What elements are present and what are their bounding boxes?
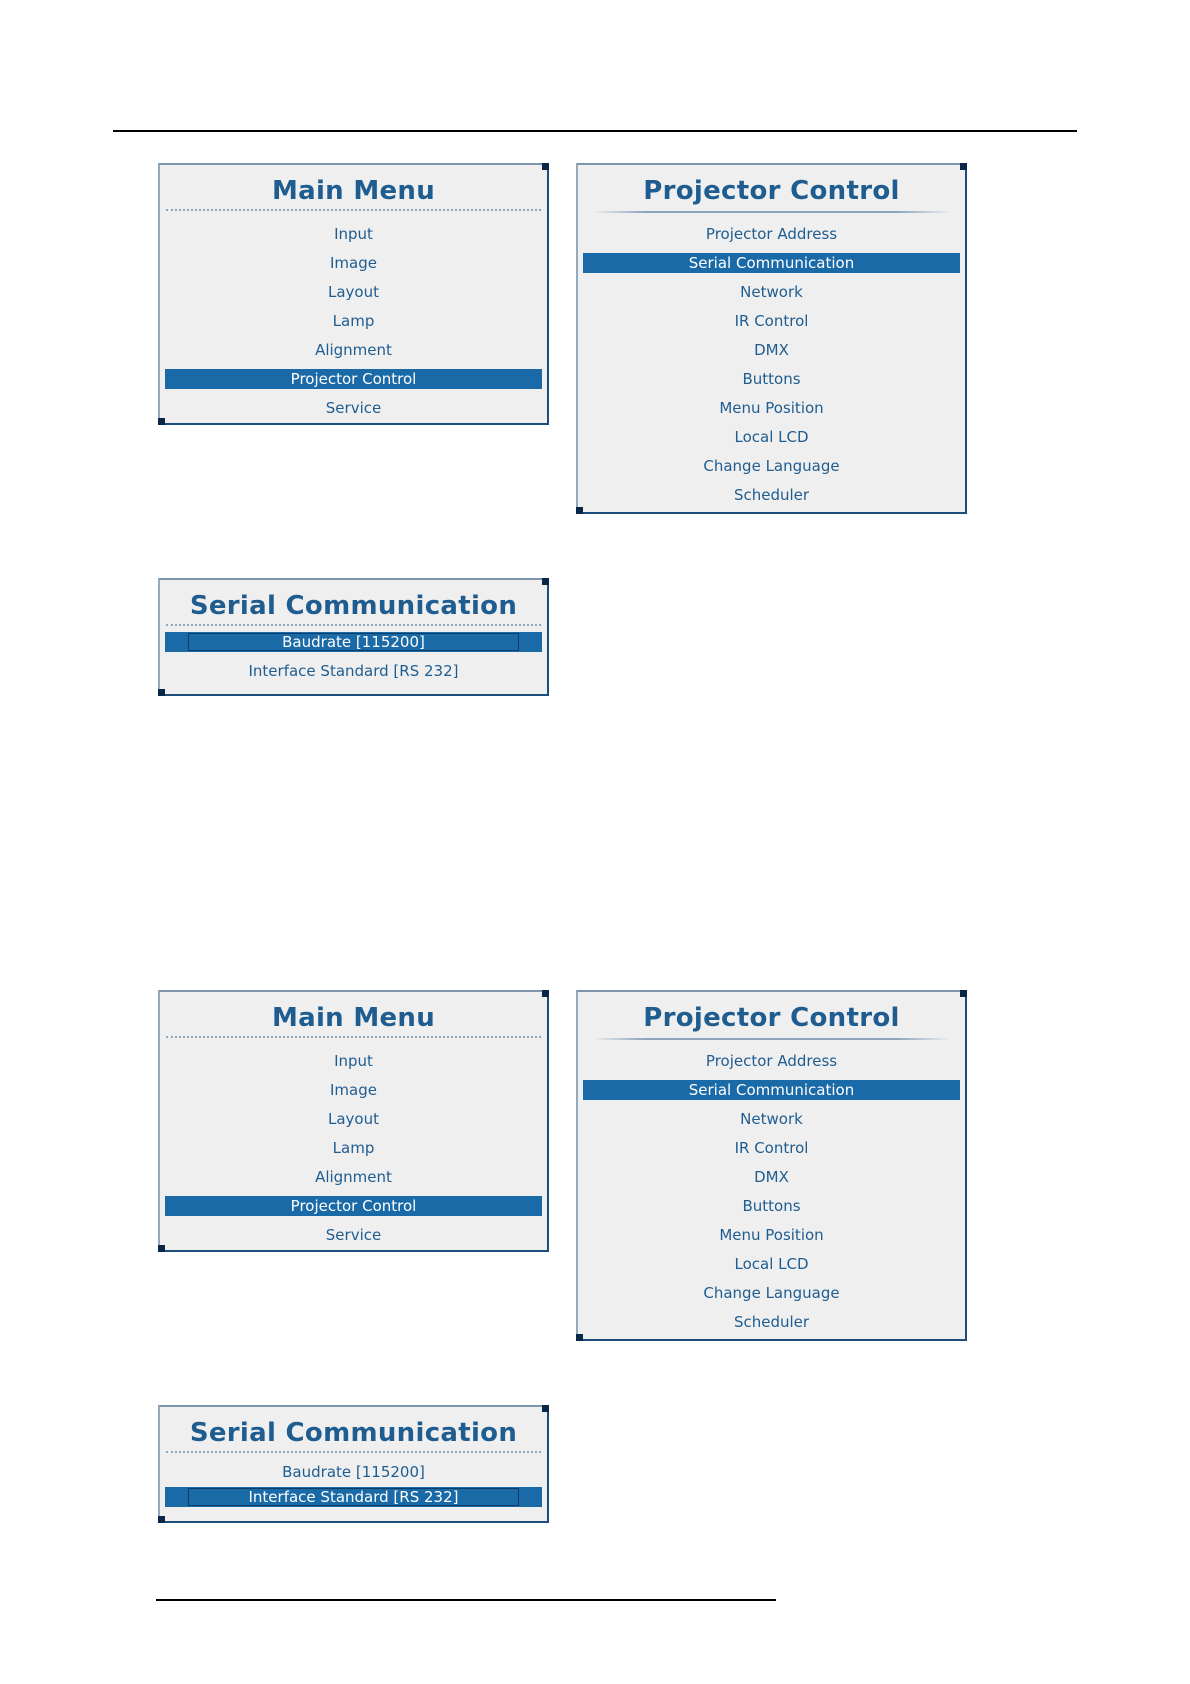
panel-title: Projector Control [643,1003,900,1033]
header-rule [113,130,1077,132]
serial-communication-panel-2 [158,1405,549,1523]
menu-item-serial-communication[interactable]: Serial Communication [583,253,960,273]
menu-item-dmx[interactable]: DMX [754,1168,789,1186]
menu-item-local-lcd[interactable]: Local LCD [734,1255,809,1273]
panel-title: Main Menu [271,176,436,206]
menu-list [578,220,965,510]
menu-item-image[interactable]: Image [330,254,377,272]
title-separator [166,1036,541,1038]
menu-item-service[interactable]: Service [325,399,382,417]
menu-item-dmx[interactable]: DMX [754,341,789,359]
title-separator [592,211,951,213]
serial-communication-panel [158,578,549,696]
menu-list [160,220,547,423]
projector-control-panel-2 [576,990,967,1341]
menu-item-network[interactable]: Network [740,283,803,301]
menu-item-scheduler[interactable]: Scheduler [733,486,810,504]
title-separator [166,1451,541,1453]
menu-item-projector-address[interactable]: Projector Address [705,1052,838,1070]
panel-title: Main Menu [271,1003,436,1033]
menu-item-ir-control[interactable]: IR Control [734,1139,809,1157]
menu-item-network[interactable]: Network [740,1110,803,1128]
main-menu-panel-2 [158,990,549,1252]
menu-item-local-lcd[interactable]: Local LCD [734,428,809,446]
menu-item-service[interactable]: Service [325,1226,382,1244]
panel-title: Projector Control [643,176,900,206]
main-menu-panel [158,163,549,425]
menu-item-change-language[interactable]: Change Language [703,1284,840,1302]
menu-item-input[interactable]: Input [334,225,373,243]
footer-rule [156,1599,776,1601]
menu-item-image[interactable]: Image [330,1081,377,1099]
menu-item-layout[interactable]: Layout [328,283,379,301]
menu-item-interface-standard[interactable]: Interface Standard [RS 232] [248,662,459,680]
menu-item-alignment[interactable]: Alignment [315,1168,392,1186]
menu-item-projector-address[interactable]: Projector Address [705,225,838,243]
panel-title: Serial Communication [189,1418,518,1448]
menu-item-baudrate[interactable]: Baudrate [115200] [165,632,542,652]
menu-list [160,632,547,686]
menu-item-lamp[interactable]: Lamp [332,312,375,330]
menu-item-layout[interactable]: Layout [328,1110,379,1128]
menu-list [160,1458,547,1507]
menu-item-buttons[interactable]: Buttons [742,1197,801,1215]
menu-item-interface-standard[interactable]: Interface Standard [RS 232] [165,1487,542,1507]
title-separator [592,1038,951,1040]
projector-control-panel [576,163,967,514]
menu-item-alignment[interactable]: Alignment [315,341,392,359]
title-separator [166,624,541,626]
menu-item-lamp[interactable]: Lamp [332,1139,375,1157]
menu-item-serial-communication[interactable]: Serial Communication [583,1080,960,1100]
menu-item-ir-control[interactable]: IR Control [734,312,809,330]
title-separator [166,209,541,211]
menu-item-scheduler[interactable]: Scheduler [733,1313,810,1331]
menu-item-change-language[interactable]: Change Language [703,457,840,475]
menu-item-input[interactable]: Input [334,1052,373,1070]
menu-list [160,1047,547,1250]
menu-item-baudrate[interactable]: Baudrate [115200] [282,1463,425,1481]
panel-title: Serial Communication [189,591,518,621]
menu-item-projector-control[interactable]: Projector Control [165,369,542,389]
menu-list [578,1047,965,1337]
menu-item-menu-position[interactable]: Menu Position [719,399,824,417]
menu-item-projector-control[interactable]: Projector Control [165,1196,542,1216]
menu-item-menu-position[interactable]: Menu Position [719,1226,824,1244]
menu-item-buttons[interactable]: Buttons [742,370,801,388]
